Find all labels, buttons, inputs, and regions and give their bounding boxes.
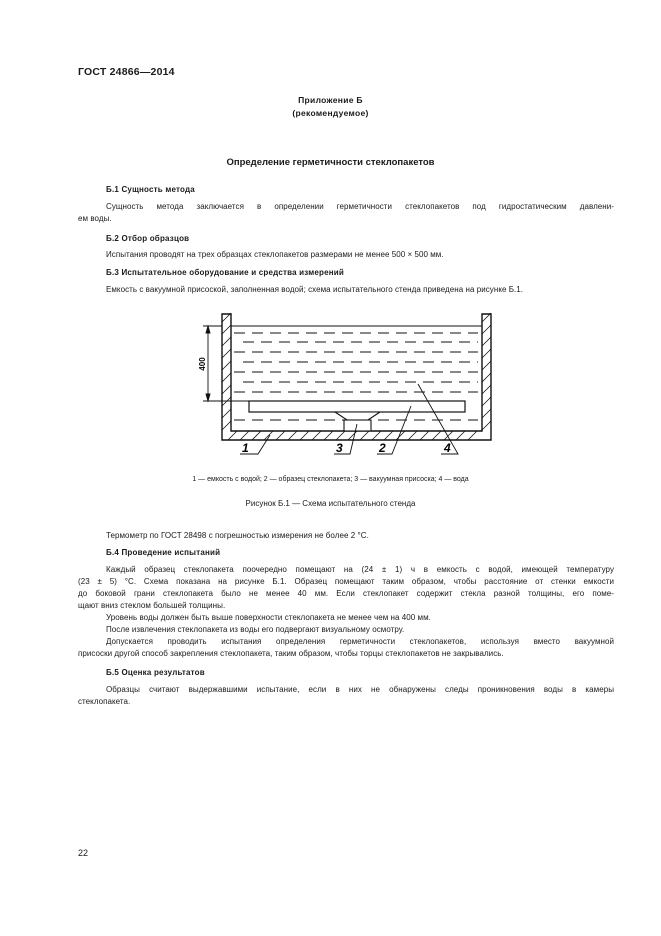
thermometer-text: Термометр по ГОСТ 28498 с погрешностью измерения не более 2 °С. [106,531,369,540]
figure-legend: 1 — емкость с водой; 2 — образец стеклопакета; 3 — вакуумная присоска; 4 — вода [192,476,469,483]
b5-line-2: стеклопакета. [78,697,131,706]
b2-heading: Б.2 Отбор образцов [106,234,190,243]
appendix-type: (рекомендуемое) [292,108,369,118]
page-number: 22 [78,848,89,858]
b5-line-1: Образцы считают выдержавшими испытание, если в них не обнаружены следы проникновения воды в камеры [106,685,614,694]
callout-2: 2 [379,441,386,455]
b2-text: Испытания проводят на трех образцах стеклопакетов размерами не менее 500 × 500 мм. [106,250,444,259]
b3-heading: Б.3 Испытательное оборудование и средства измерений [106,268,345,277]
standard-designation: ГОСТ 24866—2014 [78,66,175,78]
b4-line-5: Уровень воды должен быть выше поверхности стеклопакета не менее чем на 400 мм. [106,613,431,622]
test-stand-diagram [190,308,510,468]
b1-heading: Б.1 Сущность метода [106,185,195,194]
b4-line-6: После извлечения стеклопакета из воды его подвергают визуальному осмотру. [106,625,405,634]
b3-text: Емкость с вакуумной присоской, заполненная водой; схема испытательного стенда приведена на рисунке Б.1. [106,285,524,294]
section-title: Определение герметичности стеклопакетов [226,157,435,168]
callout-4: 4 [444,441,451,455]
appendix-title: Приложение Б [298,95,363,105]
b4-line-8: присоски другой способ закрепления стеклопакета, таким образом, чтобы торцы стеклопакетов не закрывались. [78,649,504,658]
b4-line-1: Каждый образец стеклопакета поочередно помещают на (24 ± 1) ч в емкость с водой, имеющей температуру [106,565,614,574]
callout-3: 3 [336,441,343,455]
b1-line-2: ем воды. [78,214,112,223]
b4-line-2: (23 ± 5) °С. Схема показана на рисунке Б.1. Образец помещают таким образом, чтобы расстояние от стенки емкости [78,577,614,586]
b1-line-1: Сущность метода заключается в определении герметичности стеклопакетов под гидростатическим давлени- [106,202,614,211]
vacuum-suction-cup [335,412,380,420]
b4-line-3: до боковой грани стеклопакета было не менее 40 мм. Если стеклопакет содержит стекла разной толщины, его поме- [78,589,614,598]
callout-1: 1 [242,441,249,455]
b4-line-4: щают вниз стеклом большей толщины. [78,601,226,610]
b4-heading: Б.4 Проведение испытаний [106,548,221,557]
b4-line-7: Допускается проводить испытания определения герметичности стеклопакетов, используя вместо вакуумной [106,637,614,646]
dimension-label: 400 [198,357,207,371]
b5-heading: Б.5 Оценка результатов [106,668,205,677]
figure-caption: Рисунок Б.1 — Схема испытательного стенда [245,499,416,508]
suction-cup-base [344,420,371,431]
